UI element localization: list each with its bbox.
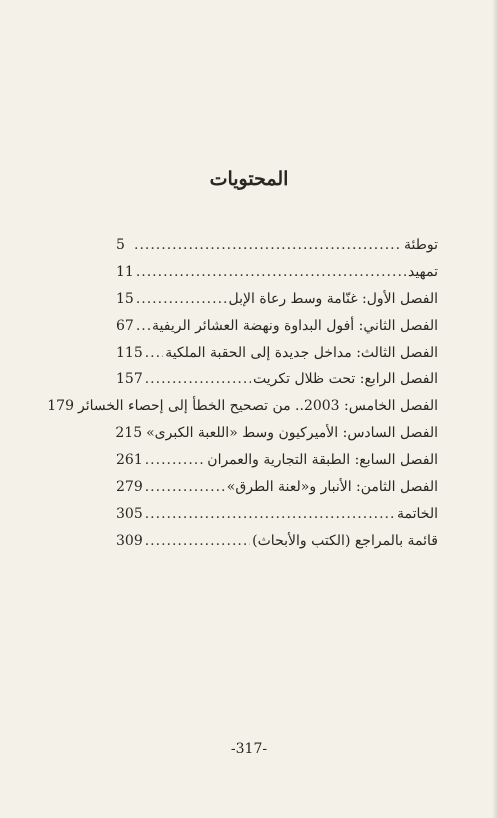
toc-entry-title: الفصل الثالث: مداخل جديدة إلى الحقبة الملكية: [165, 344, 438, 361]
toc-entry-page: 309: [116, 532, 143, 549]
dot-leader: [145, 366, 251, 393]
toc-heading: المحتويات: [209, 168, 289, 190]
toc-entry-page: 11: [116, 263, 134, 280]
toc-entry-title: الفصل الثاني: أفول البداوة ونهضة العشائر الريفية: [152, 317, 438, 334]
toc-entry-title: الفصل الثامن: الأنبار و«لعنة الطرق»: [226, 479, 438, 496]
toc-entry: [116, 313, 438, 340]
toc-entry-title: توطئة: [403, 237, 438, 253]
toc-entry-page: 15: [116, 290, 134, 307]
toc-entry: [116, 474, 438, 501]
toc-entry-page: 215: [115, 425, 143, 442]
toc-entry-page: 157: [116, 371, 143, 388]
toc-entry-page: 305: [116, 505, 143, 522]
toc-entry: [47, 393, 438, 420]
toc-entry-page: 5: [116, 237, 125, 253]
page-edge-shadow: [492, 0, 498, 818]
toc-entry: [116, 501, 438, 528]
dot-leader: [145, 474, 225, 501]
toc-entry-page: 115: [116, 344, 143, 361]
toc-entry-title: الفصل السابع: الطبقة التجارية والعمران: [207, 452, 438, 469]
toc-entry: [116, 447, 438, 474]
toc-entry-title: الخاتمة: [397, 505, 438, 522]
dot-leader: [145, 447, 206, 474]
toc-entry: [116, 286, 438, 313]
toc-entry-page: 261: [116, 452, 143, 469]
toc-entry-title: الفصل الأول: غنّامة وسط رعاة الإبل: [228, 290, 438, 307]
toc-entry: [116, 232, 438, 259]
toc-entry: [116, 420, 438, 447]
dot-leader: [136, 286, 227, 313]
page-number: -317-: [230, 741, 268, 757]
dot-leader: [136, 259, 406, 286]
dot-leader: [136, 313, 150, 340]
toc-entry-page: 179: [47, 398, 74, 415]
toc-entry-title: الفصل الرابع: تحت ظلال تكريت: [253, 371, 438, 388]
dot-leader: [145, 528, 250, 555]
toc-entry: [116, 340, 438, 367]
dot-leader: [134, 232, 402, 259]
toc-entry-title: الفصل السادس: الأميركيون وسط «اللعبة الكبرى»: [146, 425, 438, 442]
dot-leader: [145, 501, 395, 528]
toc-entry-page: 279: [116, 479, 143, 496]
toc-entry: [116, 259, 438, 286]
toc-entry: [116, 528, 438, 555]
dot-leader: [145, 340, 163, 367]
toc-entry-page: 67: [116, 317, 134, 334]
toc-entry-title: قائمة بالمراجع (الكتب والأبحاث): [252, 532, 438, 549]
toc-entry-title: الفصل الخامس: 2003.. من تصحيح الخطأ إلى إحصاء الخسائر: [77, 398, 438, 415]
toc-entry: [116, 366, 438, 393]
table-of-contents: [47, 232, 438, 555]
toc-entry-title: تمهيد: [407, 263, 438, 280]
